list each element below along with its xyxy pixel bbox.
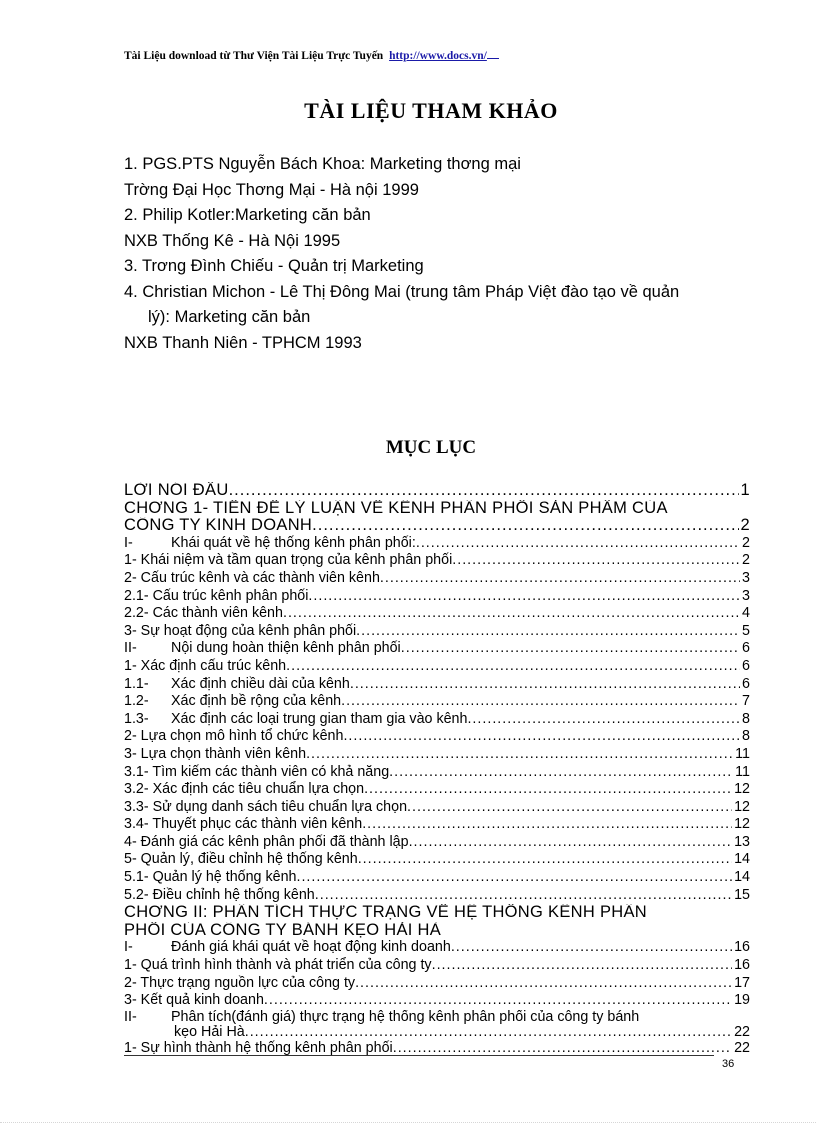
toc-entry-page: 6 <box>742 675 750 692</box>
toc-entry-title <box>124 764 389 782</box>
toc-entry-title <box>124 887 315 905</box>
toc-entry-title <box>124 605 283 623</box>
toc-entry-text: LỜI NÓI ĐẦU <box>124 482 229 499</box>
reference-line: Trờng Đại Học Thơng Mại - Hà nội 1999 <box>124 180 419 199</box>
toc-entry-title <box>124 746 306 764</box>
toc-entry-number: 1.3- <box>124 710 149 727</box>
toc-entry <box>124 500 750 518</box>
toc-leader-dots <box>286 658 740 676</box>
toc-entry-number: 1.2- <box>124 693 149 710</box>
toc-entry <box>124 605 750 623</box>
toc-leader-dots <box>296 869 732 887</box>
toc-leader-dots <box>283 605 740 623</box>
toc-entry-page: 3 <box>742 587 750 604</box>
reference-line: NXB Thống Kê - Hà Nội 1995 <box>124 231 341 250</box>
toc-entry-text: Khái quát về hệ thống kênh phân phối: <box>171 534 416 551</box>
toc-leader-dots <box>308 588 740 606</box>
toc-entry-text: 3.3- Sử dụng danh sách tiêu chuẩn lựa chọn <box>124 798 408 815</box>
toc-entry <box>124 851 750 869</box>
toc-entry-text: 1- Sự hình thành hệ thống kênh phân phối <box>124 1039 393 1056</box>
toc-entry <box>124 1010 750 1025</box>
toc-entry-page: 16 <box>734 939 750 956</box>
toc-entry-text: CÔNG TY KINH DOANH <box>124 517 313 535</box>
toc-leader-dots <box>350 676 740 694</box>
toc-entry-page: 13 <box>734 833 750 850</box>
toc-entry-text: 3- Kết quả kinh doanh <box>124 992 264 1009</box>
toc-entry-page: 11 <box>735 763 750 780</box>
toc-entry-title <box>124 728 343 746</box>
toc-leader-dots <box>409 834 733 852</box>
toc-entry-page: 8 <box>742 710 750 727</box>
toc-entry-page: 12 <box>734 781 750 798</box>
toc-entry-text: 3.4- Thuyết phục các thành viên kênh <box>124 816 363 833</box>
toc-entry-title <box>124 535 416 553</box>
toc-entry-title <box>124 711 467 729</box>
toc-entry <box>124 1025 750 1040</box>
table-of-contents <box>124 482 750 1057</box>
toc-title: MỤC LỤC <box>385 437 477 458</box>
toc-entry <box>124 676 750 694</box>
toc-entry-title <box>124 834 409 852</box>
toc-entry-text: 1- Xác định cấu trúc kênh <box>124 657 287 674</box>
toc-entry-page: 11 <box>735 745 750 762</box>
toc-leader-dots <box>407 799 732 817</box>
toc-leader-dots <box>380 570 740 588</box>
toc-entry-text: Xác định bề rộng của kênh <box>171 693 342 710</box>
toc-entry-page: 22 <box>734 1039 750 1056</box>
reference-line: 3. Trơng Đình Chiếu - Quản trị Marketing <box>124 257 424 275</box>
toc-entry <box>124 764 750 782</box>
toc-entry-title <box>124 922 441 940</box>
toc-leader-dots <box>306 746 733 764</box>
toc-leader-dots <box>343 728 740 746</box>
toc-entry <box>124 658 750 676</box>
toc-leader-dots <box>229 482 739 500</box>
toc-leader-dots <box>358 851 732 869</box>
toc-entry-page: 16 <box>734 957 750 974</box>
toc-entry <box>124 623 750 641</box>
toc-entry-title <box>124 939 451 957</box>
toc-entry <box>124 728 750 746</box>
toc-entry <box>124 975 750 993</box>
toc-entry-text: 5.1- Quản lý hệ thống kênh <box>124 869 297 886</box>
toc-entry-title <box>124 799 407 817</box>
toc-leader-dots <box>355 975 732 993</box>
page-header <box>124 50 499 62</box>
toc-entry-page: 15 <box>734 886 750 903</box>
toc-entry-title <box>124 552 452 570</box>
toc-entry <box>124 781 750 799</box>
toc-entry-text: 4- Đánh giá các kênh phân phối đã thành lập <box>124 833 409 850</box>
toc-entry-page: 4 <box>742 605 750 622</box>
reference-line: 2. Philip Kotler:Marketing căn bản <box>124 206 371 224</box>
toc-entry-text: 2.2- Các thành viên kênh <box>124 605 283 622</box>
toc-entry-page: 3 <box>742 569 750 586</box>
toc-entry-title <box>124 1010 639 1025</box>
reference-line: lý): Marketing căn bản <box>148 308 311 326</box>
toc-entry-text: Phân tích(đánh giá) thực trạng hệ thống kênh phân phối của công ty bánh <box>171 1009 640 1025</box>
toc-entry-text: CHƠNG 1- TIỀN ĐỀ LÝ LUẬN VỀ KÊNH PHÂN PHỐI SẢN PHẨM CỦA <box>124 499 668 517</box>
toc-entry-page: 2 <box>740 517 750 535</box>
toc-entry-text: PHỐI CỦA CÔNG TY BÁNH KẸO HẢI HÀ <box>124 921 442 939</box>
toc-leader-dots <box>315 887 732 905</box>
toc-entry-page: 14 <box>734 851 750 868</box>
toc-entry-title <box>124 640 401 658</box>
toc-entry-title <box>124 517 312 535</box>
toc-entry-title <box>124 816 362 834</box>
toc-entry <box>124 482 750 500</box>
toc-entry-text: Nội dung hoàn thiện kênh phân phối <box>171 640 401 657</box>
toc-entry-page: 2 <box>742 552 750 569</box>
toc-entry <box>124 957 750 975</box>
toc-entry-page: 1 <box>740 482 750 499</box>
toc-leader-dots <box>416 535 740 553</box>
toc-entry <box>124 746 750 764</box>
toc-entry-title <box>124 500 668 518</box>
toc-leader-dots <box>312 517 738 535</box>
toc-entry <box>124 588 750 606</box>
toc-entry-title <box>124 869 296 887</box>
toc-entry-text: 3.1- Tìm kiếm các thành viên có khả năng <box>124 763 390 780</box>
toc-entry <box>124 693 750 711</box>
toc-leader-dots <box>389 764 733 782</box>
toc-leader-dots <box>451 939 732 957</box>
toc-leader-dots <box>401 640 740 658</box>
toc-entry-text: 3- Lựa chọn thành viên kênh <box>124 745 307 762</box>
toc-entry-title <box>124 957 432 975</box>
toc-leader-dots <box>264 992 732 1010</box>
reference-line: 1. PGS.PTS Nguyễn Bách Khoa: Marketing thơng mại <box>124 155 521 173</box>
toc-entry-title <box>124 588 308 606</box>
toc-entry-page: 6 <box>742 640 750 657</box>
toc-entry-number: II- <box>124 640 137 657</box>
toc-entry <box>124 816 750 834</box>
toc-entry-text: CHƠNG II: PHÂN TÍCH THỰC TRẠNG VỀ HỆ THỐNG KÊNH PHÂN <box>124 904 648 922</box>
toc-entry <box>124 535 750 553</box>
toc-entry-number: II- <box>124 1009 137 1025</box>
toc-entry-title <box>124 623 356 641</box>
toc-leader-dots <box>432 957 733 975</box>
toc-entry <box>124 552 750 570</box>
toc-entry-text: 1- Khái niệm và tầm quan trọng của kênh phân phối <box>124 552 453 569</box>
toc-leader-dots <box>245 1025 732 1040</box>
toc-entry-title <box>124 975 355 993</box>
toc-entry <box>124 939 750 957</box>
toc-entry-page: 6 <box>742 657 750 674</box>
toc-leader-dots <box>356 623 740 641</box>
toc-entry-title <box>124 693 341 711</box>
toc-entry-title <box>124 676 350 694</box>
toc-entry-title <box>174 1025 245 1040</box>
references-title: TÀI LIỆU THAM KHẢO <box>304 98 558 123</box>
toc-entry-page: 12 <box>734 816 750 833</box>
toc-leader-dots <box>362 816 732 834</box>
toc-entry <box>124 517 750 535</box>
toc-entry-text: 2.1- Cấu trúc kênh phân phối <box>124 587 309 604</box>
footer-divider <box>124 1055 714 1056</box>
toc-entry-page: 22 <box>734 1024 750 1040</box>
header-link-underline <box>487 57 499 59</box>
reference-line: NXB Thanh Niên - TPHCM 1993 <box>124 333 362 352</box>
toc-entry <box>124 570 750 588</box>
toc-entry-text: 2- Thực trạng nguồn lực của công ty <box>124 974 356 991</box>
toc-entry-title <box>124 570 380 588</box>
toc-entry-title <box>124 904 647 922</box>
toc-entry-page: 5 <box>742 622 750 639</box>
toc-entry-page: 14 <box>734 869 750 886</box>
toc-entry <box>124 992 750 1010</box>
toc-entry-title <box>124 851 358 869</box>
toc-entry-title <box>124 781 364 799</box>
header-link[interactable]: http://www.docs.vn/ <box>389 50 487 62</box>
toc-entry-text: Đánh giá khái quát về hoạt động kinh doanh <box>171 939 451 956</box>
toc-entry-text: 3- Sự hoạt động của kênh phân phối <box>124 622 357 639</box>
toc-entry-page: 17 <box>734 974 750 991</box>
toc-leader-dots <box>467 711 740 729</box>
toc-entry-page: 2 <box>742 534 750 551</box>
toc-entry <box>124 711 750 729</box>
toc-entry-title <box>124 658 286 676</box>
toc-entry-text: Xác định các loại trung gian tham gia vào kênh <box>171 710 468 727</box>
header-text: Tài Liệu download từ Thư Viện Tài Liệu Trực Tuyến <box>124 50 384 62</box>
reference-line: 4. Christian Michon - Lê Thị Đông Mai (trung tâm Pháp Việt đào tạo về quản <box>124 282 680 301</box>
toc-entry <box>124 834 750 852</box>
toc-entry-number: 1.1- <box>124 675 149 692</box>
toc-entry-text: 5- Quản lý, điều chỉnh hệ thống kênh <box>124 851 358 868</box>
toc-entry-page: 19 <box>734 992 750 1009</box>
toc-entry-page: 7 <box>742 693 750 710</box>
toc-entry-text: kẹo Hải Hà <box>174 1024 245 1040</box>
toc-entry-title <box>124 992 264 1010</box>
toc-entry-text: Xác định chiều dài của kênh <box>171 675 350 692</box>
toc-entry-page: 8 <box>742 728 750 745</box>
references-list <box>124 152 734 356</box>
toc-entry-text: 1- Quá trình hình thành và phát triển của công ty <box>124 957 432 974</box>
toc-entry-number: I- <box>124 534 133 551</box>
toc-entry-text: 5.2- Điều chỉnh hệ thống kênh <box>124 886 315 903</box>
toc-entry-text: 3.2- Xác định các tiêu chuẩn lựa chọn <box>124 781 365 798</box>
toc-entry-text: 2- Lựa chọn mô hình tổ chức kênh <box>124 728 344 745</box>
toc-entry-text: 2- Cấu trúc kênh và các thành viên kênh <box>124 569 380 586</box>
toc-entry <box>124 640 750 658</box>
page-number: 36 <box>722 1058 735 1070</box>
toc-entry <box>124 799 750 817</box>
toc-entry <box>124 922 750 940</box>
toc-leader-dots <box>364 781 732 799</box>
toc-entry-number: I- <box>124 939 133 956</box>
toc-leader-dots <box>341 693 740 711</box>
toc-entry <box>124 887 750 905</box>
toc-entry <box>124 904 750 922</box>
toc-entry-title <box>124 482 229 500</box>
toc-entry-page: 12 <box>734 798 750 815</box>
toc-leader-dots <box>452 552 740 570</box>
toc-entry <box>124 869 750 887</box>
